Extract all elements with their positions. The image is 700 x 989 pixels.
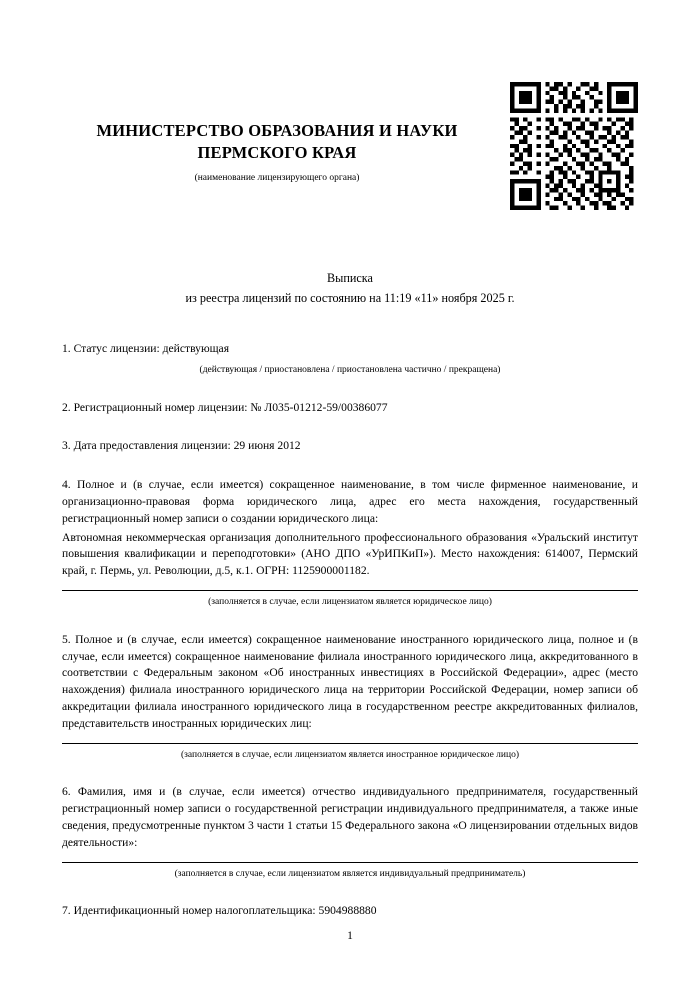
section-item-6 bbox=[62, 784, 638, 881]
section-item-5 bbox=[62, 632, 638, 763]
section-item-4 bbox=[62, 477, 638, 610]
section-item-2 bbox=[62, 400, 638, 417]
document-title-line2: из реестра лицензий по состоянию на 11:19 «11» ноября 2025 г. bbox=[185, 290, 515, 305]
document-header bbox=[62, 0, 492, 183]
section-3-text: 3. Дата предоставления лицензии: 29 июня 2012 bbox=[62, 439, 301, 453]
section-4-text: 4. Полное и (в случае, если имеется) сокращенное наименование, в том числе фирменное наименование, и организационно-правовая форма юридического лица, адрес его места нахождения, государственный регистрационный номер записи о создании юридического лица: bbox=[62, 478, 638, 525]
section-2-text: 2. Регистрационный номер лицензии: № Л035-01212-59/00386077 bbox=[62, 400, 388, 414]
section-5-caption: (заполняется в случае, если лицензиатом является иностранное юридическое лицо) bbox=[181, 749, 519, 760]
section-item-3 bbox=[62, 438, 638, 455]
section-4-rule bbox=[62, 590, 638, 591]
ministry-title-line1: МИНИСТЕРСТВО ОБРАЗОВАНИЯ И НАУКИ bbox=[96, 121, 458, 140]
section-item-1 bbox=[62, 341, 638, 378]
page-number: 1 bbox=[347, 930, 353, 942]
section-4-value: Автономная некоммерческая организация дополнительного профессионального образования «Уральский институт повышения квалификации и переподготовки» (АНО ДПО «УрИПКиП»). Место нахождения: 614007, Пермский край, г. Пермь, ул. Революции, д.5, к.1. ОГРН: 1125900001182. bbox=[62, 530, 638, 578]
section-1-caption: (действующая / приостановлена / приостановлена частично / прекращена) bbox=[199, 364, 501, 375]
section-6-rule bbox=[62, 862, 638, 863]
section-1-text: 1. Статус лицензии: действующая bbox=[62, 342, 230, 356]
section-5-rule bbox=[62, 743, 638, 744]
section-5-text: 5. Полное и (в случае, если имеется) сокращенное наименование иностранного юридического лица, полное и (в случае, если имеется) сокращенное наименование филиала иностранного юридического лица, аккредитованного в соответствии с Федеральным законом «Об иностранных инвестициях в Российской Федерации», адрес (место нахождения) филиала иностранного юридического лица на территории Российской Федерации, номер записи об аккредитации филиала иностранного юридического лица в государственном реестре аккредитованных филиалов, представительств иностранных юридических лиц: bbox=[62, 632, 638, 730]
section-6-text: 6. Фамилия, имя и (в случае, если имеется) отчество индивидуального предпринимателя, государственный регистрационный номер записи о государственной регистрации индивидуального предпринимателя, а также иные сведения, предусмотренные пунктом 3 части 1 статьи 15 Федерального закона «О лицензировании отдельных видов деятельности»: bbox=[62, 785, 638, 849]
qr-code bbox=[510, 82, 638, 210]
section-7-text: 7. Идентификационный номер налогоплательщика: 5904988880 bbox=[62, 904, 377, 918]
licensing-authority-caption: (наименование лицензирующего органа) bbox=[194, 172, 360, 183]
section-4-caption: (заполняется в случае, если лицензиатом является юридическое лицо) bbox=[208, 597, 492, 608]
document-title bbox=[62, 269, 638, 308]
section-6-caption: (заполняется в случае, если лицензиатом является индивидуальный предприниматель) bbox=[174, 868, 526, 879]
document-title-line1: Выписка bbox=[327, 270, 373, 285]
section-item-7 bbox=[62, 903, 638, 920]
ministry-title-line2: ПЕРМСКОГО КРАЯ bbox=[197, 143, 357, 163]
